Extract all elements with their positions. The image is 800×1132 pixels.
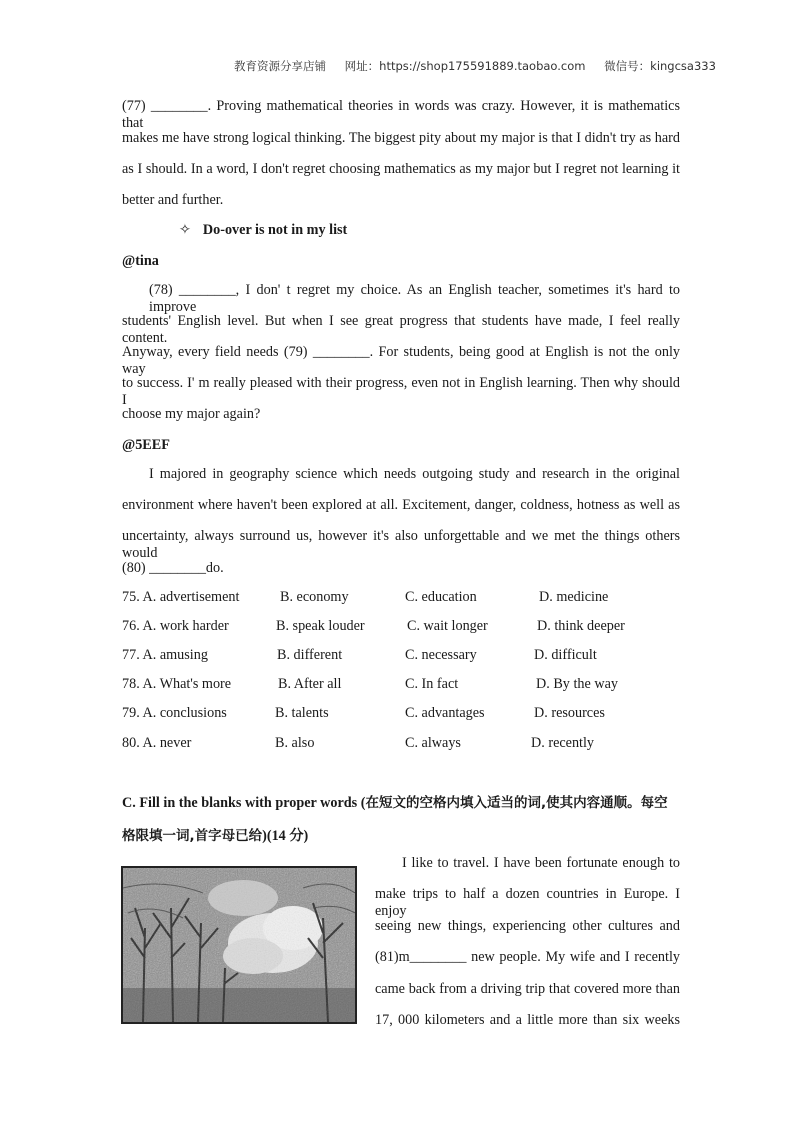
username-tina: @tina	[122, 253, 159, 269]
option-a: 75. A. advertisement	[122, 589, 240, 605]
text-line: makes me have strong logical thinking. The biggest pity about my major is that I didn't try as hard	[122, 130, 680, 146]
option-a: 78. A. What's more	[122, 676, 232, 692]
option-a: 80. A. never	[122, 735, 192, 751]
text-line: seeing new things, experiencing other cultures and	[375, 918, 680, 934]
section-c-title-cn: 在短文的空格内填入适当的词,使其内容通顺。每空	[365, 795, 668, 811]
option-d: D. resources	[534, 705, 605, 721]
section-title-text: Do-over is not in my list	[202, 222, 348, 238]
section-title	[179, 222, 347, 239]
option-b: B. speak louder	[276, 618, 365, 634]
username-5eef: @5EEF	[122, 437, 170, 453]
text-line: better and further.	[122, 192, 224, 208]
option-d: D. By the way	[536, 676, 618, 692]
option-c: C. necessary	[405, 647, 477, 663]
page-header	[234, 58, 731, 74]
text-line: I like to travel. I have been fortunate enough to	[402, 855, 680, 871]
shop-url: 网址：https://shop175591889.taobao.com	[344, 59, 586, 73]
text-line: (81)m________ new people. My wife and I recently	[375, 949, 680, 965]
shop-name: 教育资源分享店铺	[234, 59, 326, 73]
text-line: came back from a driving trip that covered more than	[375, 981, 680, 997]
wechat-id: 微信号：kingcsa333	[604, 59, 716, 73]
text-line: choose my major again?	[122, 406, 261, 422]
section-c-heading	[122, 787, 682, 853]
sparkle-icon: ✧	[179, 222, 191, 238]
text-line: (77) ________. Proving mathematical theories in words was crazy. However, it is mathematics that	[122, 98, 680, 131]
passage-photo	[121, 866, 357, 1024]
winter-trees-image	[123, 868, 355, 1022]
option-a: 76. A. work harder	[122, 618, 229, 634]
section-c-title-en: C. Fill in the blanks with proper words (	[122, 795, 366, 811]
option-b: B. also	[275, 735, 315, 751]
option-d: D. think deeper	[537, 618, 625, 634]
text-line: uncertainty, always surround us, however it's also unforgettable and we met the things others would	[122, 528, 680, 561]
option-d: D. difficult	[534, 647, 597, 663]
text-line: environment where haven't been explored at all. Excitement, danger, coldness, hotness as well as	[122, 497, 680, 513]
option-b: B. different	[277, 647, 343, 663]
text-line: 17, 000 kilometers and a little more than six weeks	[375, 1012, 680, 1028]
option-a: 79. A. conclusions	[122, 705, 227, 721]
section-c-title-cn2: 格限填一词,首字母已给	[122, 828, 263, 844]
option-c: C. education	[405, 589, 477, 605]
text-line: (80) ________do.	[122, 560, 224, 576]
text-line: students' English level. But when I see great progress that students have made, I feel really content.	[122, 313, 680, 346]
option-c: C. In fact	[405, 676, 459, 692]
text-line: Anyway, every field needs (79) ________. For students, being good at English is not the only way	[122, 344, 680, 377]
option-c: C. advantages	[405, 705, 485, 721]
option-d: D. recently	[531, 735, 595, 751]
text-line: make trips to half a dozen countries in Europe. I enjoy	[375, 886, 680, 919]
option-a: 77. A. amusing	[122, 647, 208, 663]
option-d: D. medicine	[539, 589, 609, 605]
text-line: as I should. In a word, I don't regret choosing mathematics as my major but I regret not learning it	[122, 161, 680, 177]
option-c: C. always	[405, 735, 461, 751]
section-c-score: )(14 分)	[262, 828, 309, 844]
option-b: B. economy	[280, 589, 349, 605]
text-line: (78) ________, I don' t regret my choice. As an English teacher, sometimes it's hard to improve	[149, 282, 680, 315]
text-line: I majored in geography science which needs outgoing study and research in the original	[149, 466, 680, 482]
text-line: to success. I' m really pleased with their progress, even not in English learning. Then why should I	[122, 375, 680, 408]
option-b: B. After all	[278, 676, 342, 692]
option-c: C. wait longer	[407, 618, 488, 634]
option-b: B. talents	[275, 705, 329, 721]
